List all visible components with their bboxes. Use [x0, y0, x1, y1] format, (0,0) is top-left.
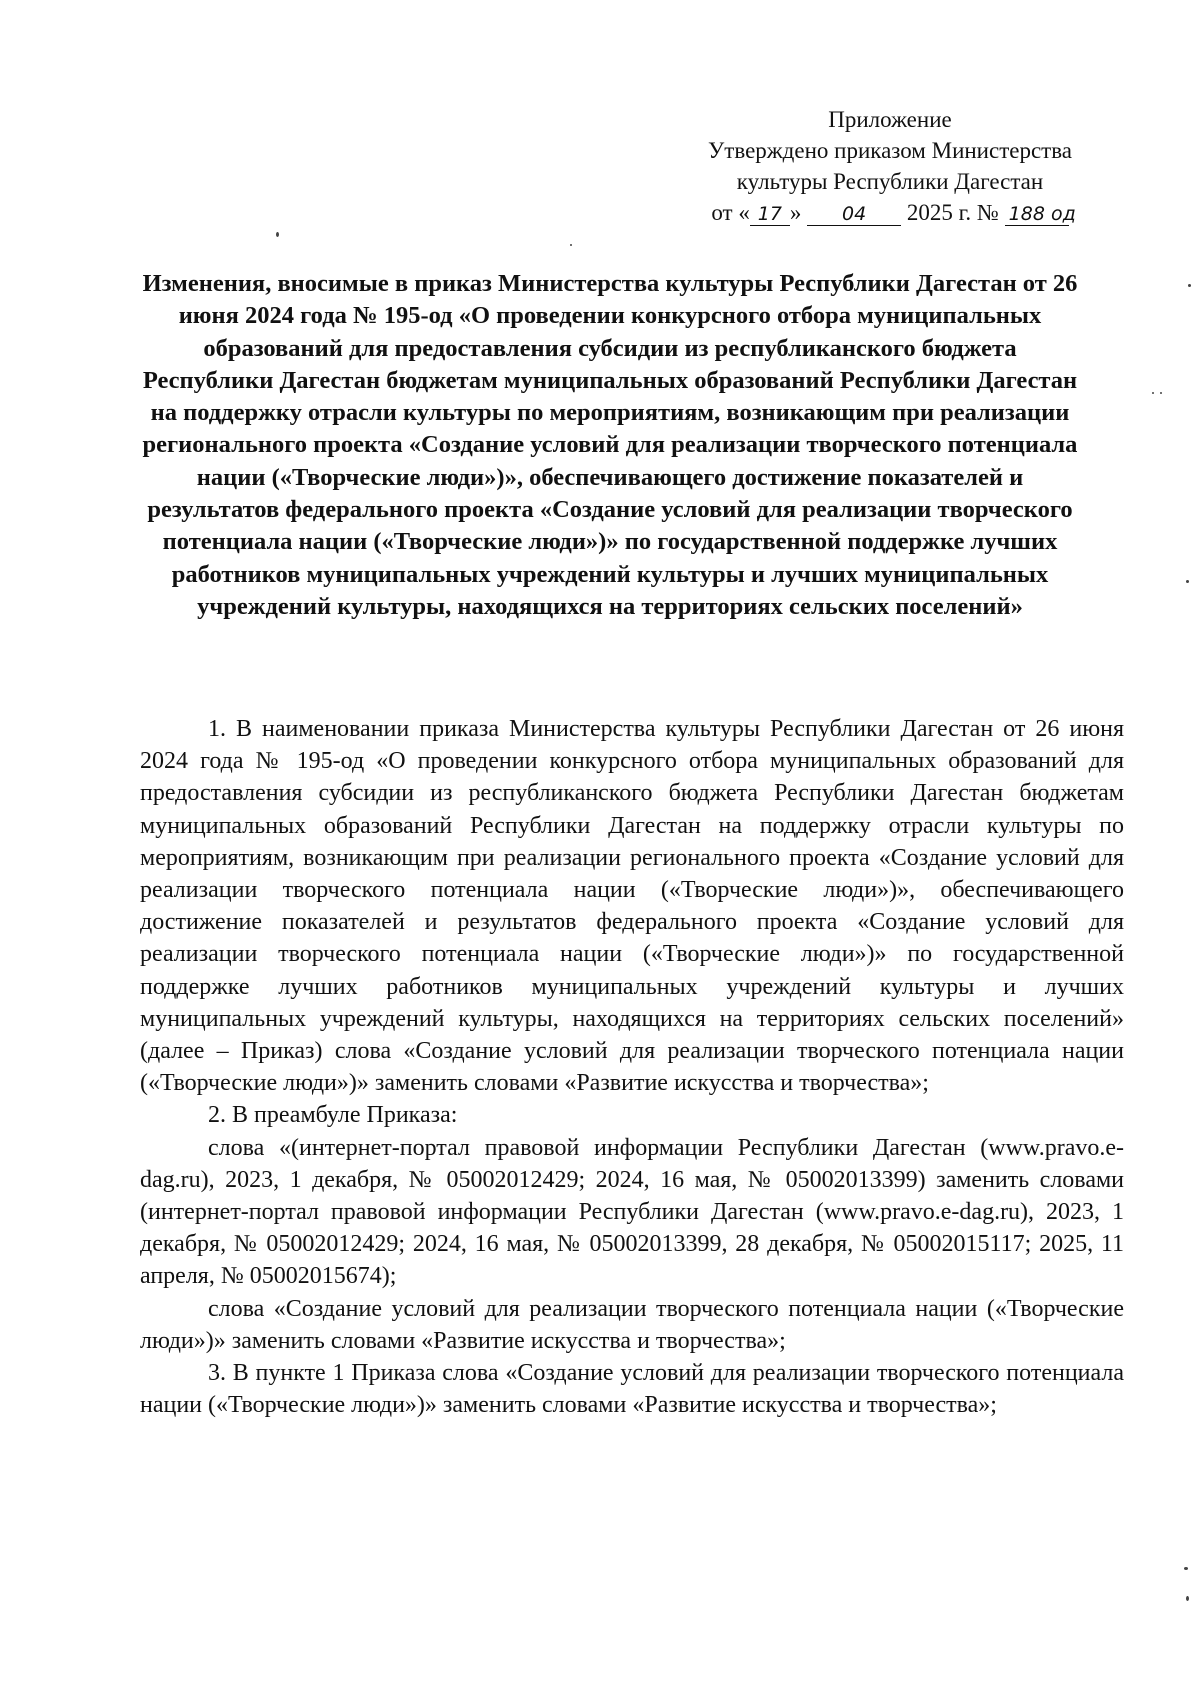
date-mid: »	[789, 200, 802, 225]
document-body	[140, 713, 1124, 1421]
handwritten-month: 04	[807, 203, 901, 226]
paragraph-5: 3. В пункте 1 Приказа слова «Создание условий для реализации творческого потенциала нации («Творческие люди»)» заменить словами «Развитие искусства и творчества»;	[140, 1360, 1124, 1419]
scan-speck	[570, 244, 572, 246]
scan-speck	[276, 232, 279, 237]
scan-speck	[1160, 392, 1162, 394]
paragraph-3: слова «(интернет-портал правовой информации Республики Дагестан (www.pravo.e-dag.ru), 2023, 1 декабря, № 05002012429; 2024, 16 мая, № 05002013399) заменить словами (интернет-портал правовой информации Республики Дагестан (www.pravo.e-dag.ru), 2023, 1 декабря, № 05002012429; 2024, 16 мая, № 05002013399, 28 декабря, № 05002015117; 2025, 11 апреля, № 05002015674);	[140, 1134, 1124, 1290]
ministry-line: культуры Республики Дагестан	[736, 169, 1044, 194]
handwritten-day: 17	[750, 203, 790, 226]
appendix-label: Приложение	[828, 107, 952, 132]
scan-speck	[1152, 392, 1154, 394]
scan-speck	[1186, 1596, 1189, 1601]
scan-speck	[1188, 284, 1191, 287]
scan-speck	[1186, 580, 1189, 583]
date-year: 2025 г. №	[906, 200, 999, 225]
handwritten-order-number: 188 од	[1005, 203, 1069, 226]
document-title: Изменения, вносимые в приказ Министерства культуры Республики Дагестан от 26 июня 2024 года № 195-од «О проведении конкурсного отбора муниципальных образований для предоставления субсидии из республиканского бюджета Республики Дагестан бюджетам муниципальных образований Республики Дагестан на поддержку отрасли культуры по мероприятиям, возникающим при реализации регионального проекта «Создание условий для реализации творческого потенциала нации («Творческие люди»)», обеспечивающего достижение показателей и результатов федерального проекта «Создание условий для реализации творческого потенциала нации («Творческие люди»)» по государственной поддержке лучших работников муниципальных учреждений культуры и лучших муниципальных учреждений культуры, находящихся на территориях сельских поселений»	[142, 270, 1078, 620]
paragraph-2: 2. В преамбуле Приказа:	[208, 1102, 458, 1129]
paragraph-1: 1. В наименовании приказа Министерства культуры Республики Дагестан от 26 июня 2024 года № 195-од «О проведении конкурсного отбора муниципальных образований для предоставления субсидии из республиканского бюджета Республики Дагестан бюджетам муниципальных образований Республики Дагестан на поддержку отрасли культуры по мероприятиям, возникающим при реализации регионального проекта «Создание условий для реализации творческого потенциала нации («Творческие люди»)», обеспечивающего достижение показателей и результатов федерального проекта «Создание условий для реализации творческого потенциала нации («Творческие люди»)» по государственной поддержке лучших работников муниципальных учреждений культуры и лучших муниципальных учреждений культуры, находящихся на территориях сельских поселений» (далее – Приказ) слова «Создание условий для реализации творческого потенциала нации («Творческие люди»)» заменить словами «Развитие искусства и творчества»;	[140, 716, 1124, 1097]
scan-speck	[1184, 1567, 1188, 1570]
approval-block	[690, 104, 1090, 228]
paragraph-4: слова «Создание условий для реализации творческого потенциала нации («Творческие люди»)» заменить словами «Развитие искусства и творчества»;	[140, 1295, 1124, 1354]
order-date-line	[690, 197, 1090, 228]
approved-by-line: Утверждено приказом Министерства	[708, 138, 1072, 163]
date-prefix: от «	[711, 200, 750, 225]
